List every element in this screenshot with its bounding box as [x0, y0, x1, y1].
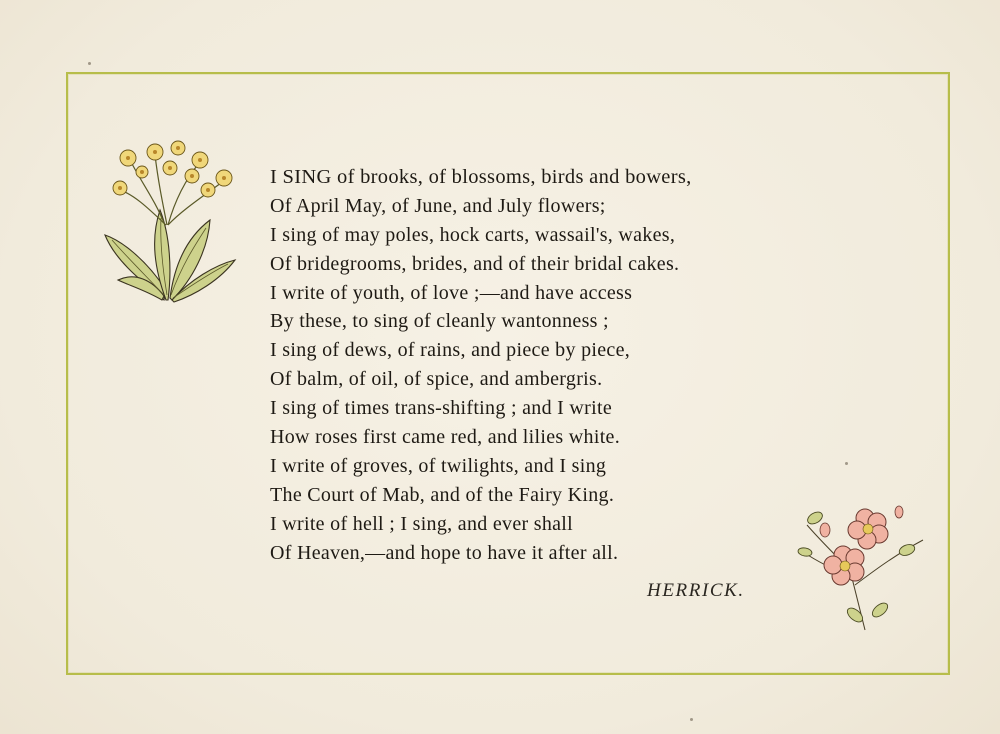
poem-author: HERRICK.: [647, 580, 745, 601]
poem-line: I SING of brooks, of blossoms, birds and bowers,: [270, 166, 692, 188]
primrose-illustration: [100, 140, 240, 310]
poem-line: Of April May, of June, and July flowers;: [270, 194, 606, 217]
poem-line: I write of hell ; I sing, and ever shall: [270, 512, 574, 535]
paper-speck: [690, 718, 693, 721]
poem-line: I write of youth, of love ;—and have access: [270, 281, 633, 304]
poem-line: By these, to sing of cleanly wantonness ;: [270, 310, 609, 333]
poem-line: The Court of Mab, and of the Fairy King.: [270, 483, 615, 506]
poem-line: I write of groves, of twilights, and I sing: [270, 454, 607, 477]
poem-line: Of bridegrooms, brides, and of their bridal cakes.: [270, 252, 680, 275]
poem-line: I sing of times trans-shifting ; and I write: [270, 397, 613, 420]
poem-line: Of Heaven,—and hope to have it after all.: [270, 541, 619, 564]
poem-line: I sing of dews, of rains, and piece by piece,: [270, 339, 631, 362]
poem-line: How roses first came red, and lilies white.: [270, 426, 621, 449]
poem-line: I sing of may poles, hock carts, wassail's, wakes,: [270, 223, 676, 246]
paper-speck: [88, 62, 91, 65]
paper-speck: [845, 462, 848, 465]
poem-line: Of balm, of oil, of spice, and ambergris.: [270, 368, 603, 391]
poem-text: [270, 163, 830, 567]
